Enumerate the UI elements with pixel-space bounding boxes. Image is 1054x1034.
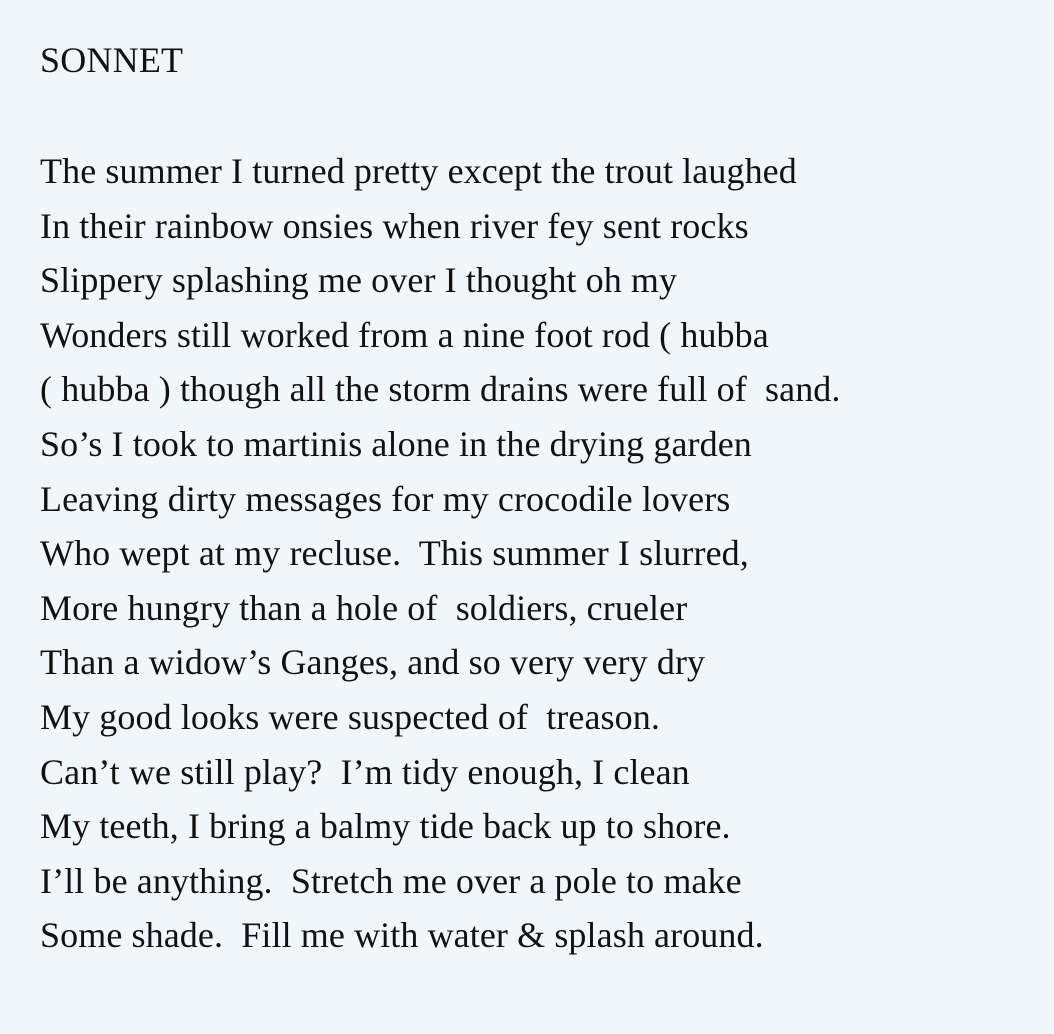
poem-line: My teeth, I bring a balmy tide back up to shore. bbox=[40, 806, 731, 847]
poem-line: Can’t we still play? I’m tidy enough, I clean bbox=[40, 751, 690, 792]
poem-line: So’s I took to martinis alone in the drying garden bbox=[40, 423, 752, 464]
poem-line: Some shade. Fill me with water & splash around. bbox=[40, 915, 764, 956]
poem-line: ( hubba ) though all the storm drains were full of sand. bbox=[40, 369, 841, 410]
poem-line: Slippery splashing me over I thought oh my bbox=[40, 260, 678, 301]
poem-line: More hungry than a hole of soldiers, crueler bbox=[40, 587, 688, 628]
poem-line: Who wept at my recluse. This summer I slurred, bbox=[40, 533, 749, 574]
poem-title: SONNET bbox=[40, 40, 184, 80]
poem bbox=[40, 36, 1030, 963]
poem-line: My good looks were suspected of treason. bbox=[40, 696, 660, 737]
poem-line: I’ll be anything. Stretch me over a pole to make bbox=[40, 860, 742, 901]
poem-line: Than a widow’s Ganges, and so very very dry bbox=[40, 642, 706, 683]
poem-line: The summer I turned pretty except the trout laughed bbox=[40, 151, 797, 191]
poem-line: In their rainbow onsies when river fey sent rocks bbox=[40, 205, 749, 246]
poem-line: Wonders still worked from a nine foot rod ( hubba bbox=[40, 314, 769, 355]
poem-line: Leaving dirty messages for my crocodile lovers bbox=[40, 478, 731, 519]
poem-lines bbox=[40, 144, 1030, 963]
